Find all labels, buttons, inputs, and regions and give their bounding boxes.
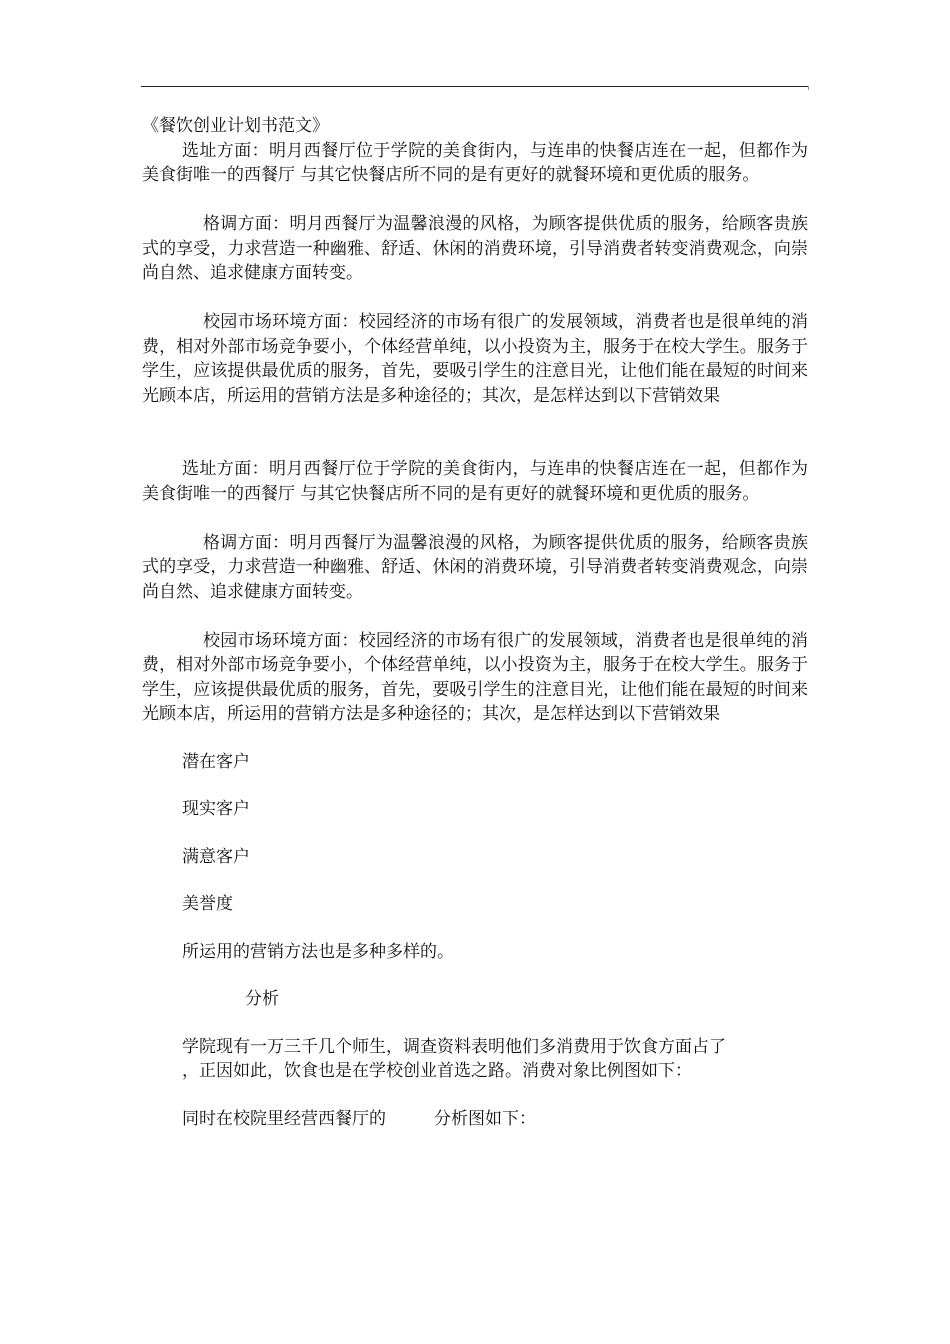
paragraph-style-1: 格调方面：明月西餐厅为温馨浪漫的风格，为顾客提供优质的服务，给顾客贵族式的享受，力求营造一种幽雅、舒适、休闲的消费环境，引导消费者转变消费观念，向崇尚自然、追求健康方面转变。 (142, 214, 808, 283)
paragraph-style-2: 格调方面：明月西餐厅为温馨浪漫的风格，为顾客提供优质的服务，给顾客贵族式的享受，力求营造一种幽雅、舒适、休闲的消费环境，引导消费者转变消费观念，向崇尚自然、追求健康方面转变。 (142, 532, 808, 602)
effect-item-actual: 现实客户 (182, 799, 250, 819)
header-rule (141, 86, 809, 87)
analysis-heading: 分析 (245, 989, 279, 1009)
paragraph-chart-intro (142, 1107, 808, 1132)
paragraph-location-2: 选址方面：明月西餐厅位于学院的美食街内，与连串的快餐店连在一起，但都作为美食街唯一的西餐厅 与其它快餐店所不同的是有更好的就餐环境和更优质的服务。 (142, 459, 808, 504)
paragraph-location-1: 选址方面：明月西餐厅位于学院的美食街内，与连串的快餐店连在一起，但都作为美食街唯一的西餐厅 与其它快餐店所不同的是有更好的就餐环境和更优质的服务。 (142, 140, 808, 185)
paragraph-survey (142, 1035, 808, 1084)
document-body (142, 114, 808, 1131)
paragraph-market-2: 校园市场环境方面：校园经济的市场有很广的发展领域，消费者也是很单纯的消费，相对外部市场竞争要小，个体经营单纯，以小投资为主，服务于在校大学生。服务于学生，应该提供最优质的服务，首先，要吸引学生的注意目光，让他们能在最短的时间来光顾本店，所运用的营销方法是多种途径的；其次，是怎样达到以下营销效果 (142, 630, 808, 724)
effect-item-satisfied: 满意客户 (182, 846, 250, 867)
document-title: 《餐饮创业计划书范文》 (142, 116, 329, 136)
effect-item-potential: 潜在客户 (182, 751, 250, 772)
survey-line-2: ，正因如此，饮食也是在学校创业首选之路。消费对象比例图如下： (182, 1061, 692, 1081)
chart-intro-text-a: 同时在校院里经营西餐厅的 (182, 1108, 386, 1129)
paragraph-market-1: 校园市场环境方面：校园经济的市场有很广的发展领域，消费者也是很单纯的消费，相对外部市场竞争要小，个体经营单纯，以小投资为主，服务于在校大学生。服务于学生，应该提供最优质的服务，首先，要吸引学生的注意目光，让他们能在最短的时间来光顾本店，所运用的营销方法是多种途径的；其次，是怎样达到以下营销效果 (142, 312, 808, 406)
paragraph-methods: 所运用的营销方法也是多种多样的。 (182, 941, 454, 962)
effect-item-reputation: 美誉度 (182, 894, 233, 914)
chart-intro-text-b: 分析图如下： (434, 1108, 536, 1129)
header-rule-tick (808, 86, 809, 90)
chart-intro-line (182, 1107, 808, 1132)
survey-line-1: 学院现有一万三千几个师生，调查资料表明他们多消费用于饮食方面占了 (182, 1036, 726, 1057)
